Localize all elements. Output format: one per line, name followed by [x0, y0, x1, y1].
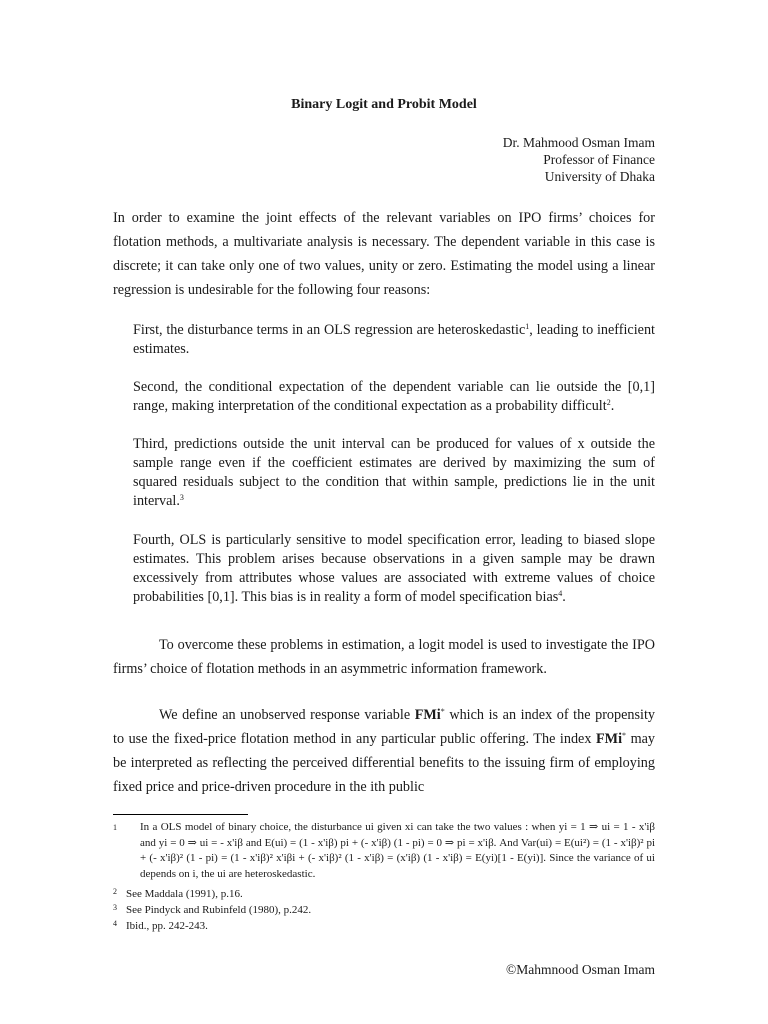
reason-4-text: Fourth, OLS is particularly sensitive to model specification error, leading to biased slope estimates. This problem arises because observations in a given sample may be drawn excessively from attributes whose values are associated with extreme values of choice probabilities [0,1]. This bias is in reality a form of model specification bias — [133, 532, 655, 605]
define-part-2: which is an index of the propensity to use the fixed-price flotation method in any particular public offering. The index — [113, 707, 656, 747]
reason-2-text: Second, the conditional expectation of the dependent variable can lie outside the [0,1] range, making interpretation of the conditional expectation as a probability difficult — [133, 379, 655, 414]
footnote-1-number: 1 — [113, 823, 117, 832]
author-name: Dr. Mahmood Osman Imam — [502, 135, 655, 150]
define-part-3: may be interpreted as reflecting the perceived differential benefits to the issuing firm of employing fixed price and price-driven procedure in the ith public — [113, 731, 655, 795]
fm-variable-2: FMi — [596, 731, 623, 747]
footnote-ref-2: 2 — [606, 398, 611, 407]
document-title: Binary Logit and Probit Model — [291, 97, 477, 112]
reason-3-text: Third, predictions outside the unit interval can be produced for values of x outside the sample range even if the coefficient estimates are derived by maximizing the sum of squared residuals subject to the condition that within sample, predictions lie in the unit interval. — [133, 436, 655, 509]
reason-1 — [133, 321, 655, 359]
reason-1-text: First, the disturbance terms in an OLS regression are heteroskedastic — [133, 322, 526, 338]
fm-variable: FMi — [414, 707, 441, 723]
footnote-ref-4: 4 — [558, 589, 563, 598]
intro-paragraph: In order to examine the joint effects of the relevant variables on IPO firms’ choices for flotation methods, a multivariate analysis is necessary. The dependent variable in this case is discrete; it can take only one of two values, unity or zero. Estimating the model using a linear regression is undesirable for the following four reasons: — [113, 210, 655, 298]
fm-star: * — [440, 707, 445, 716]
reason-3 — [133, 435, 655, 511]
footnote-2-number: 2 — [113, 887, 117, 896]
footnote-1-text: In a OLS model of binary choice, the disturbance ui given xi can take the two values : when yi = 1 ⇒ ui = 1 - x'iβ and yi = 0 ⇒ ui = - x'iβ and E(ui) = (1 - x'iβ) pi + (- x'iβ) (1 - pi) = 0 ⇒ pi = x'iβ. And Var(ui) = E(ui²) = (1 - x'iβ)² pi + (- x'iβ)² (1 - pi) = (1 - x'iβ)² x'iβi + (- x'iβ)² (1 - x'iβ) = (x'iβ) (1 - x'iβ) = E(yi)[1 - E(yi)]. Since the variance of ui depends on i, the ui are heteroskedastic. — [140, 821, 655, 880]
footnote-divider — [113, 814, 248, 815]
copyright-notice: ©Mahmnood Osman Imam — [506, 962, 655, 977]
footnote-1 — [113, 820, 655, 882]
footnote-2-text: See Maddala (1991), p.16. — [126, 888, 243, 900]
overcome-paragraph: To overcome these problems in estimation, a logit model is used to investigate the IPO firms’ choice of flotation methods in an asymmetric information framework. — [113, 637, 655, 677]
author-position: Professor of Finance — [543, 152, 655, 167]
footnote-ref-1: 1 — [525, 322, 530, 331]
footnote-3-number: 3 — [113, 903, 117, 912]
author-block — [503, 134, 655, 185]
reason-2 — [133, 378, 655, 416]
define-paragraph — [113, 703, 655, 799]
footnote-ref-3: 3 — [179, 493, 184, 502]
reason-4-tail: . — [562, 589, 566, 605]
footnote-4-number: 4 — [113, 919, 117, 928]
footnote-3-text: See Pindyck and Rubinfeld (1980), p.242. — [126, 904, 312, 916]
footnote-4 — [113, 916, 655, 935]
author-affiliation: University of Dhaka — [544, 169, 655, 184]
fm-star-2: * — [622, 731, 627, 740]
footnote-4-text: Ibid., pp. 242-243. — [126, 920, 208, 932]
reason-1-tail: , leading to inefficient estimates. — [133, 322, 656, 357]
define-part-1: We define an unobserved response variable — [159, 707, 415, 723]
reason-2-tail: . — [610, 398, 615, 414]
reason-4 — [133, 531, 655, 607]
